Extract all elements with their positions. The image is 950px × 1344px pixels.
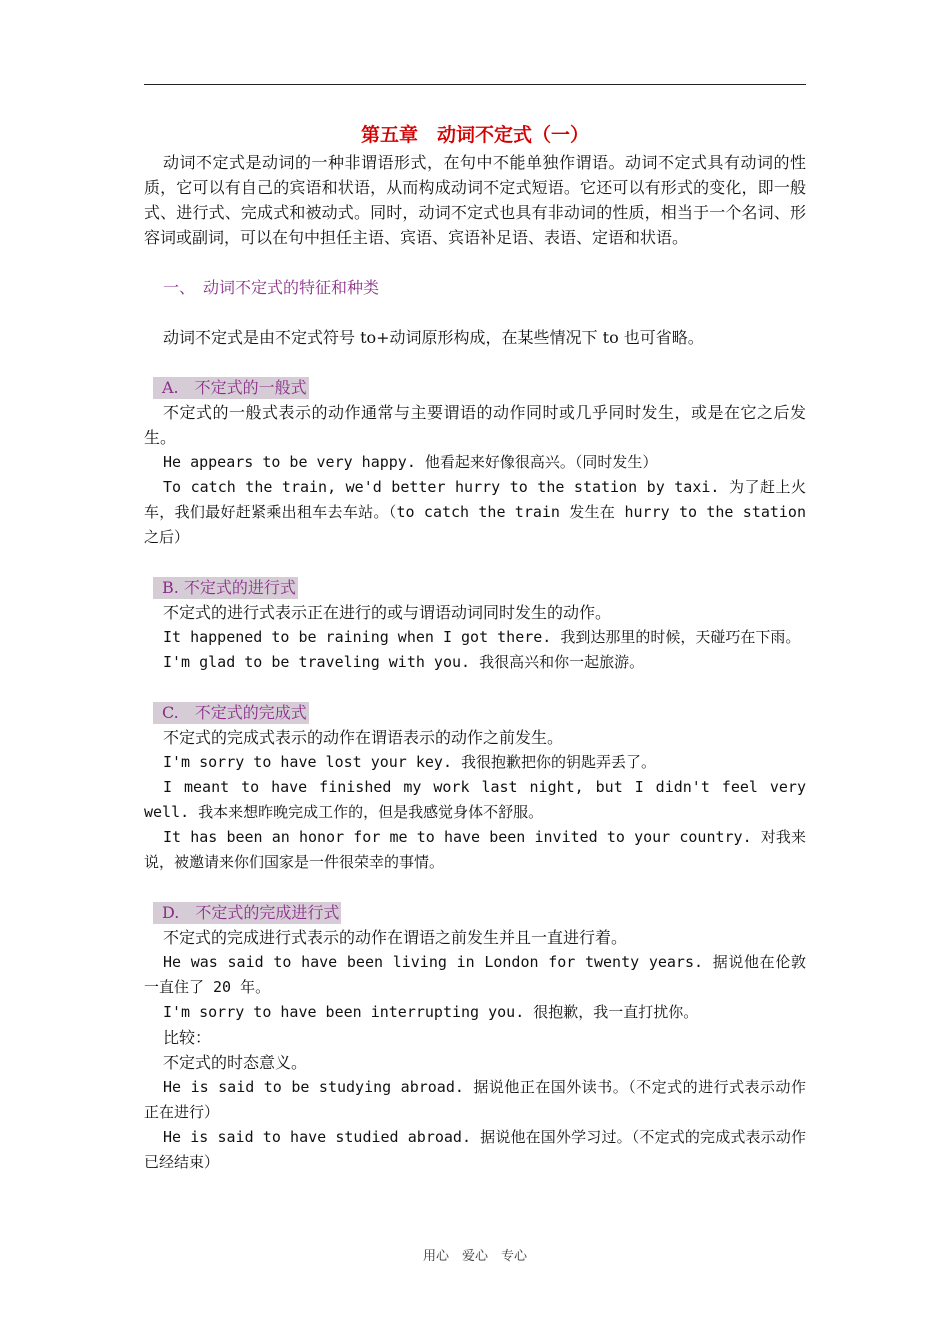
subsection-c-line: I meant to have finished my work last night, but I didn't feel very well. 我本来想昨晚完成工作的，但是我感觉身体不舒服。: [144, 778, 806, 821]
subsection-b-line: 不定式的进行式表示正在进行的或与谓语动词同时发生的动作。: [163, 603, 612, 622]
subsection-a: [144, 375, 806, 400]
subsection-c-line: I'm sorry to have lost your key. 我很抱歉把你的钥匙弄丢了。: [163, 753, 657, 771]
chapter-title: 第五章 动词不定式（一）: [360, 124, 589, 146]
intro-paragraph: 动词不定式是动词的一种非谓语形式，在句中不能单独作谓语。动词不定式具有动词的性质，它可以有自己的宾语和状语，从而构成动词不定式短语。它还可以有形式的变化，即一般式、进行式、完成式和被动式。同时，动词不定式也具有非动词的性质，相当于一个名词、形容词或副词，可以在句中担任主语、宾语、宾语补足语、表语、定语和状语。: [144, 153, 806, 247]
section-1-text: 动词不定式是由不定式符号 to+动词原形构成，在某些情况下 to 也可省略。: [163, 328, 704, 347]
subsection-b-line: I'm glad to be traveling with you. 我很高兴和你一起旅游。: [163, 653, 645, 671]
subsection-a-line: 不定式的一般式表示的动作通常与主要谓语的动作同时或几乎同时发生，或是在它之后发生。: [144, 403, 806, 447]
subsection-c-heading: C. 不定式的完成式: [153, 702, 309, 724]
subsection-d-line: 比较：: [163, 1028, 212, 1047]
section-heading-1: 一、 动词不定式的特征和种类: [163, 278, 380, 297]
subsection-a-line: To catch the train, we'd better hurry to the station by taxi. 为了赶上火车，我们最好赶紧乘出租车去车站。（to catch the train 发生在 hurry to the station 之后）: [144, 478, 806, 546]
subsection-d-line: I'm sorry to have been interrupting you. 很抱歉，我一直打扰你。: [163, 1003, 699, 1021]
subsection-a-line: He appears to be very happy. 他看起来好像很高兴。（同时发生）: [163, 453, 658, 471]
subsection-d-line: He is said to have studied abroad. 据说他在国外学习过。（不定式的完成式表示动作已经结束）: [144, 1128, 806, 1171]
page-footer: 用心 爱心 专心: [422, 1249, 527, 1264]
subsection-d-line: 不定式的完成进行式表示的动作在谓语之前发生并且一直进行着。: [163, 928, 628, 947]
subsection-b-line: It happened to be raining when I got there. 我到达那里的时候，天碰巧在下雨。: [163, 628, 801, 646]
document-body: [144, 120, 806, 1175]
subsection-c: [144, 700, 806, 725]
subsection-b-heading: B. 不定式的进行式: [153, 577, 298, 599]
subsection-d: [144, 900, 806, 925]
subsection-c-line: It has been an honor for me to have been invited to your country. 对我来说，被邀请来你们国家是一件很荣幸的事情。: [144, 828, 806, 871]
subsection-d-line: He was said to have been living in London for twenty years. 据说他在伦敦一直住了 20 年。: [144, 953, 806, 996]
subsection-a-heading: A. 不定式的一般式: [153, 377, 309, 399]
subsection-b: [144, 575, 806, 600]
header-rule: [144, 84, 806, 85]
subsection-d-line: He is said to be studying abroad. 据说他正在国外读书。（不定式的进行式表示动作正在进行）: [144, 1078, 806, 1121]
subsection-d-heading: D. 不定式的完成进行式: [153, 902, 341, 924]
subsection-d-line: 不定式的时态意义。: [163, 1053, 308, 1072]
subsection-c-line: 不定式的完成式表示的动作在谓语表示的动作之前发生。: [163, 728, 564, 747]
